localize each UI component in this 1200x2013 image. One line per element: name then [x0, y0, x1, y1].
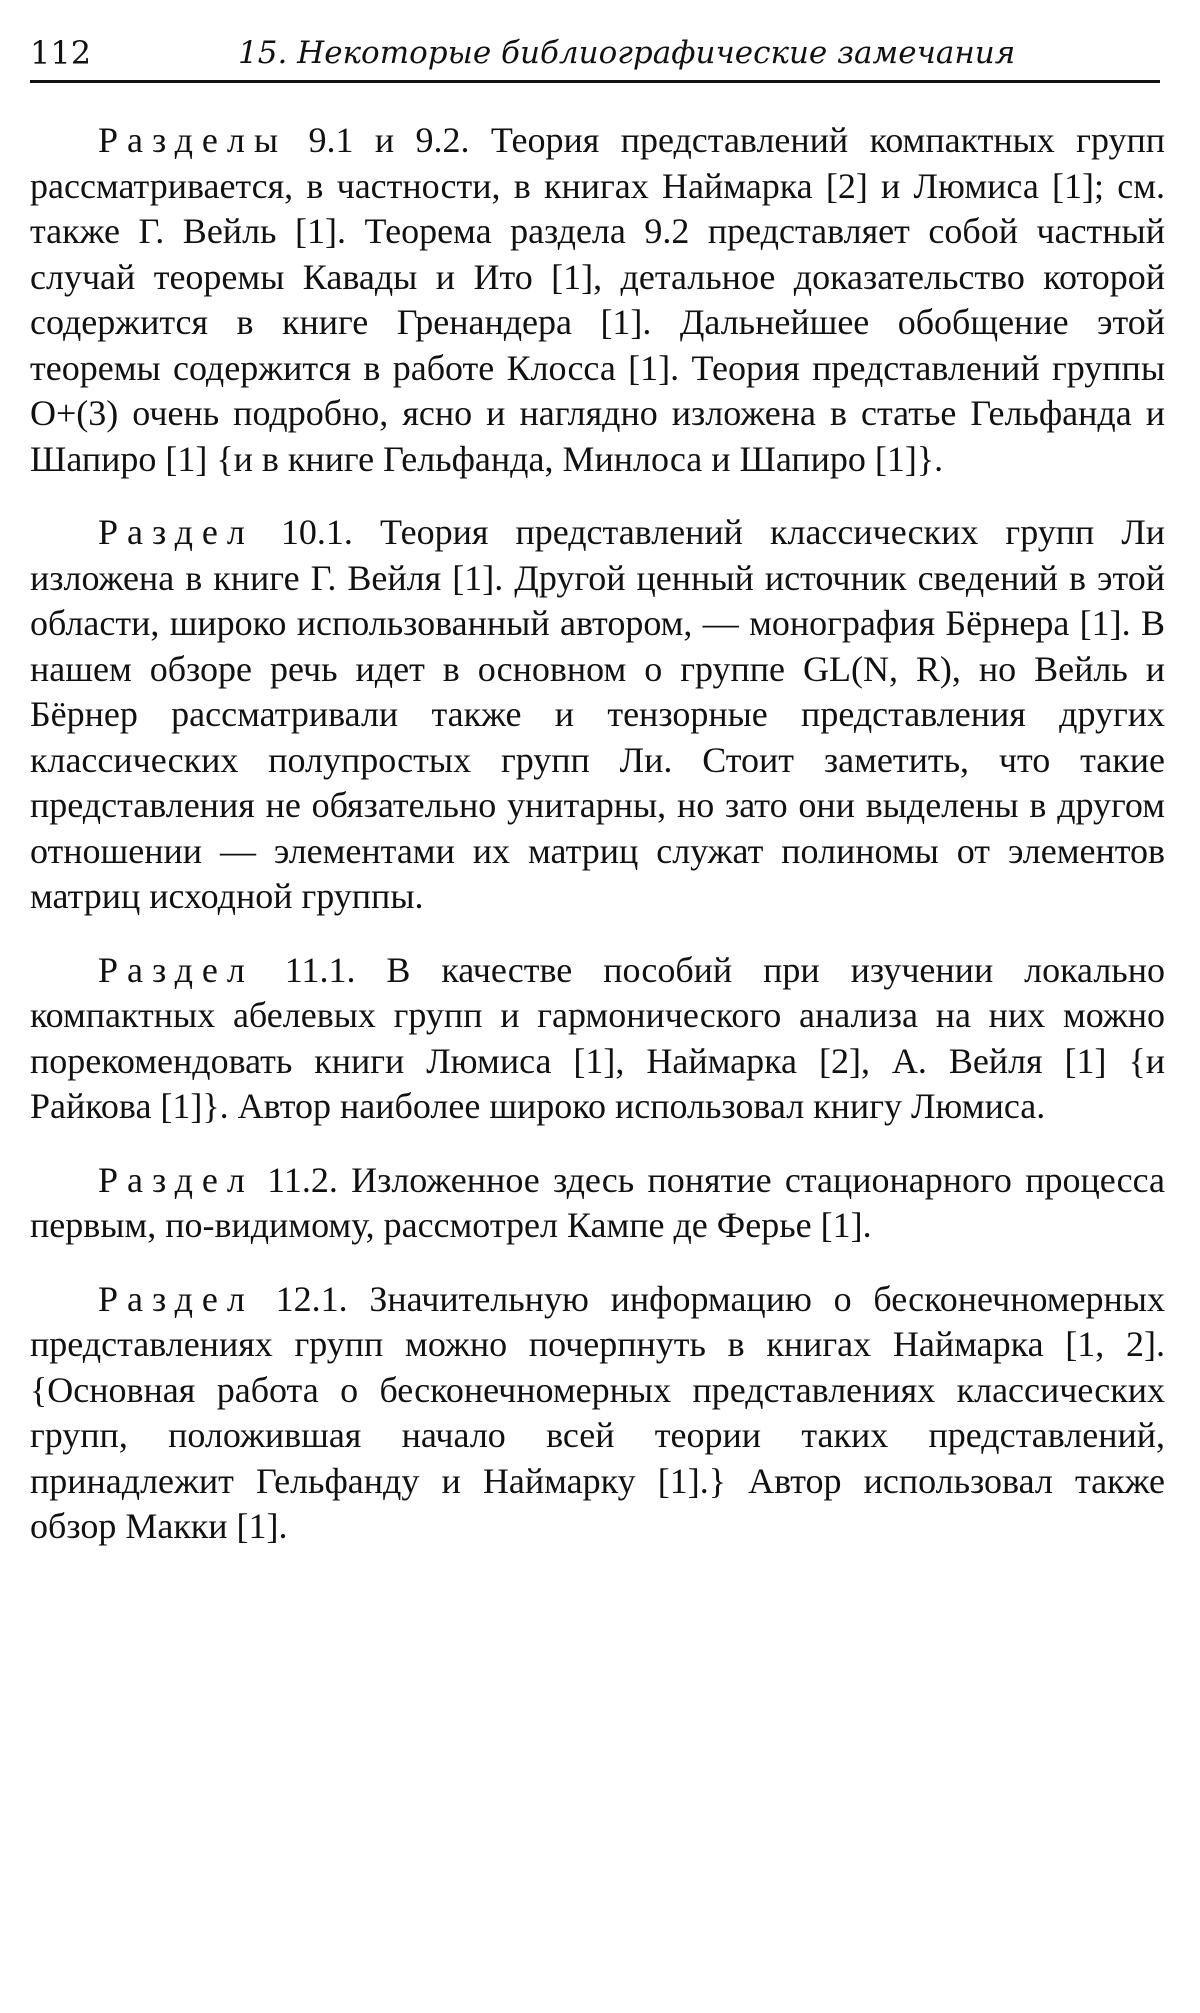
page-header [30, 28, 1160, 78]
paragraph-section-11-1 [30, 948, 1165, 1130]
paragraph-text: 10.1. Теория представлений классических групп Ли изложена в книге Г. Вейля [1]. Другой ценный источник сведений в этой области, широко использованный автором, — монография Бёрнера [1]. В нашем обзоре речь идет в основном о группе GL(N, R), но Вейль и Бёрнер рассматривали также и тензорные представления других классических полупростых групп Ли. Стоит заметить, что такие представления не обязательно унитарны, но зато они выделены в другом отношении — элементами их матриц служат полиномы от элементов матриц исходной группы. [30, 512, 1165, 916]
running-title: 15. Некоторые библиографические замечания [238, 35, 1016, 71]
section-label: Раздел [98, 1278, 254, 1319]
paragraph-section-10-1 [30, 510, 1165, 920]
page-number: 112 [30, 34, 92, 72]
paragraph-text: 11.1. В качестве пособий при изучении локально компактных абелевых групп и гармонического анализа на них можно порекомендовать книги Люмиса [1], Наймарка [2], А. Вейля [1] {и Райкова [1]}. Автор наиболее широко использовал книгу Люмиса. [30, 949, 1165, 1126]
paragraph-text: 12.1. Значительную информацию о бесконечномерных представлениях групп можно почерпнуть в книгах Наймарка [1, 2]. {Основная работа о бесконечномерных представлениях классических групп, положившая начало всей теории таких представлений, принадлежит Гельфанду и Наймарку [1].} Автор использовал также обзор Макки [1]. [30, 1278, 1165, 1546]
header-rule [30, 80, 1160, 83]
paragraph-section-12-1 [30, 1277, 1165, 1550]
paragraph-section-11-2 [30, 1158, 1165, 1249]
section-label: Раздел [98, 949, 254, 990]
section-label: Разделы [98, 120, 288, 160]
section-label: Раздел [98, 512, 254, 552]
section-label: Раздел [98, 1159, 254, 1200]
paragraph-text: 11.2. Изложенное здесь понятие стационарного процесса первым, по-видимому, рассмотрел Кампе де Ферье [1]. [30, 1159, 1166, 1245]
page-body [30, 118, 1165, 1578]
paragraph-sections-9 [30, 118, 1165, 482]
paragraph-text: 9.1 и 9.2. Теория представлений компактных групп рассматривается, в частности, в книгах Наймарка [2] и Люмиса [1]; см. также Г. Вейль [1]. Теорема раздела 9.2 представляет собой частный случай теоремы Кавады и Ито [1], детальное доказательство которой содержится в книге Гренандера [1]. Дальнейшее обобщение этой теоремы содержится в работе Клосса [1]. Теория представлений группы O+(3) очень подробно, ясно и наглядно изложена в статье Гельфанда и Шапиро [1] {и в книге Гельфанда, Минлоса и Шапиро [1]}. [30, 120, 1165, 479]
